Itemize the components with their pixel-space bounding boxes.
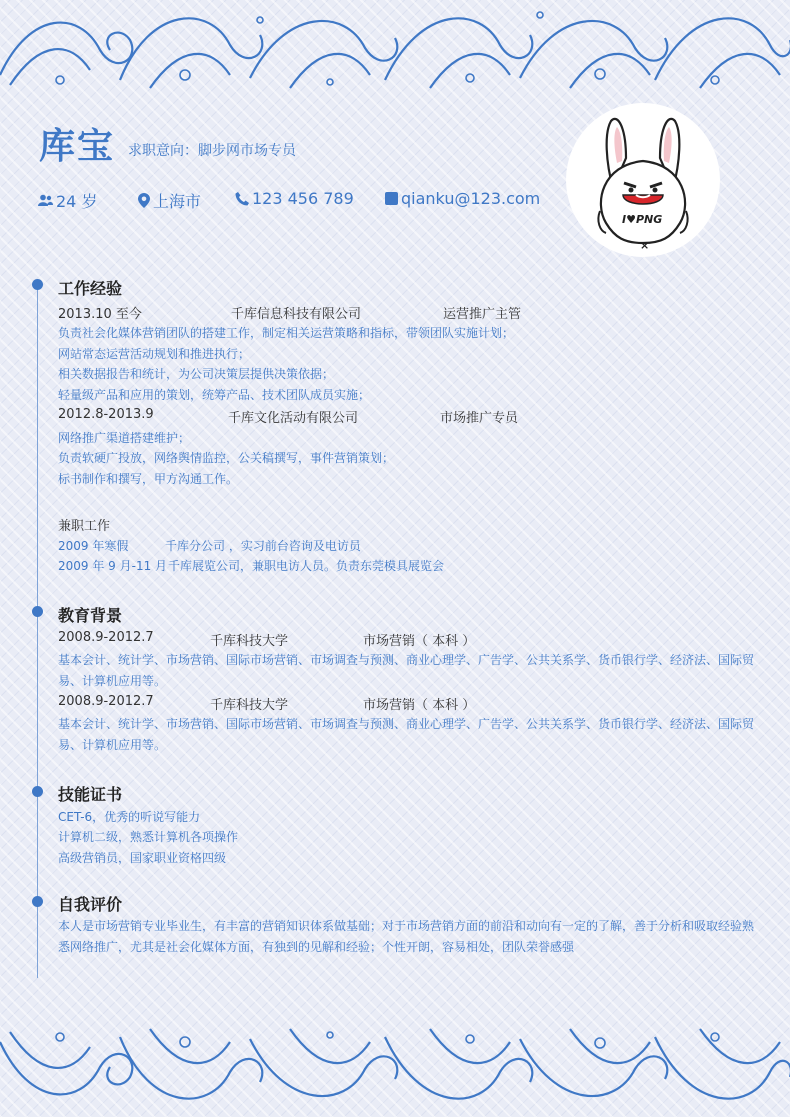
parttime-desc: 千库分公司 ，实习前台咨询及电访员 [165,539,361,553]
job-duty: 负责社会化媒体营销团队的搭建工作，制定相关运营策略和指标，带领团队实施计划； [58,326,515,340]
city-info [138,189,201,212]
location-pin-icon [138,193,150,208]
rabbit-avatar-illustration [566,103,720,257]
job-company: 千库信息科技有限公司 [231,307,362,322]
avatar-mark: × [640,239,650,252]
job-role: 市场推广专员 [440,411,519,426]
parttime-period: 2009 年寒假 [58,539,129,553]
age-info [38,189,97,212]
education-major: 市场营销（ 本科 ） [363,698,476,713]
section-dot [32,786,43,797]
email-icon [385,192,398,205]
job-row [58,407,758,425]
job-period: 2013.10 至今 [58,307,142,322]
job-row [58,303,758,321]
email-info [385,189,540,208]
education-period: 2008.9-2012.7 [58,694,154,709]
skill-item: 高级营销员，国家职业资格四级 [58,851,227,865]
city-value: 上海市 [153,192,202,211]
education-school: 千库科技大学 [210,634,289,649]
phone-icon [235,192,249,206]
education-courses: 基本会计、统计学、市场营销、国际市场营销、市场调查与预测、商业心理学、广告学、公共关系学、货币银行学、经济法、国际贸易、计算机应用等。 [58,653,755,688]
job-duty: 相关数据报告和统计，为公司决策层提供决策依据； [58,367,335,381]
user-icon [38,194,53,207]
skill-item: CET-6，优秀的听说写能力 [58,810,201,824]
work-section-title: 工作经验 [58,279,123,298]
skill-item: 计算机二级，熟悉计算机各项操作 [58,830,239,844]
candidate-name: 库宝 [39,126,116,167]
job-role: 运营推广主管 [443,307,522,322]
email-value: qianku@123.com [401,189,541,208]
education-row [58,694,758,712]
education-period: 2008.9-2012.7 [58,630,154,645]
job-duty: 负责软硬广投放，网络舆情监控，公关稿撰写，事件营销策划； [58,451,395,465]
avatar [566,103,720,257]
job-duty: 网站常态运营活动规划和推进执行； [58,347,251,361]
phone-value: 123 456 789 [252,189,354,208]
education-school: 千库科技大学 [210,698,289,713]
avatar-badge-text: I♥PNG [622,213,663,226]
phone-info [235,189,354,208]
self-evaluation-text: 本人是市场营销专业毕业生，有丰富的营销知识体系做基础；对于市场营销方面的前沿和动向有一定的了解，善于分析和吸取经验熟悉网络推广，尤其是社会化媒体方面，有独到的见解和经验；个性开朗，容易相处，团队荣誉感强 [58,919,755,954]
parttime-period: 2009 年 9 月-11 月 [58,559,168,573]
wave-border-top [0,0,790,95]
parttime-row [58,557,758,575]
skills-section-title: 技能证书 [58,785,123,804]
education-courses: 基本会计、统计学、市场营销、国际市场营销、市场调查与预测、商业心理学、广告学、公共关系学、货币银行学、经济法、国际贸易、计算机应用等。 [58,717,755,752]
education-section-title: 教育背景 [58,606,123,625]
job-duty: 轻量级产品和应用的策划，统筹产品、技术团队成员实施； [58,388,371,402]
wave-border-bottom [0,1022,790,1117]
education-row [58,630,758,648]
job-duty: 网络推广渠道搭建维护； [58,431,191,445]
parttime-title: 兼职工作 [58,519,111,534]
parttime-row [58,537,758,555]
section-dot [32,896,43,907]
job-intent: 求职意向：脚步网市场专员 [128,143,296,159]
age-value: 24 岁 [56,192,98,211]
parttime-desc: 千库展览公司，兼职电访人员。负责东莞模具展览会 [168,559,445,573]
job-duty: 标书制作和撰写，甲方沟通工作。 [58,472,239,486]
education-major: 市场营销（ 本科 ） [363,634,476,649]
timeline-line [37,285,38,978]
section-dot [32,606,43,617]
job-period: 2012.8-2013.9 [58,407,154,422]
job-company: 千库文化活动有限公司 [228,411,359,426]
section-dot [32,279,43,290]
self-section-title: 自我评价 [58,895,123,914]
